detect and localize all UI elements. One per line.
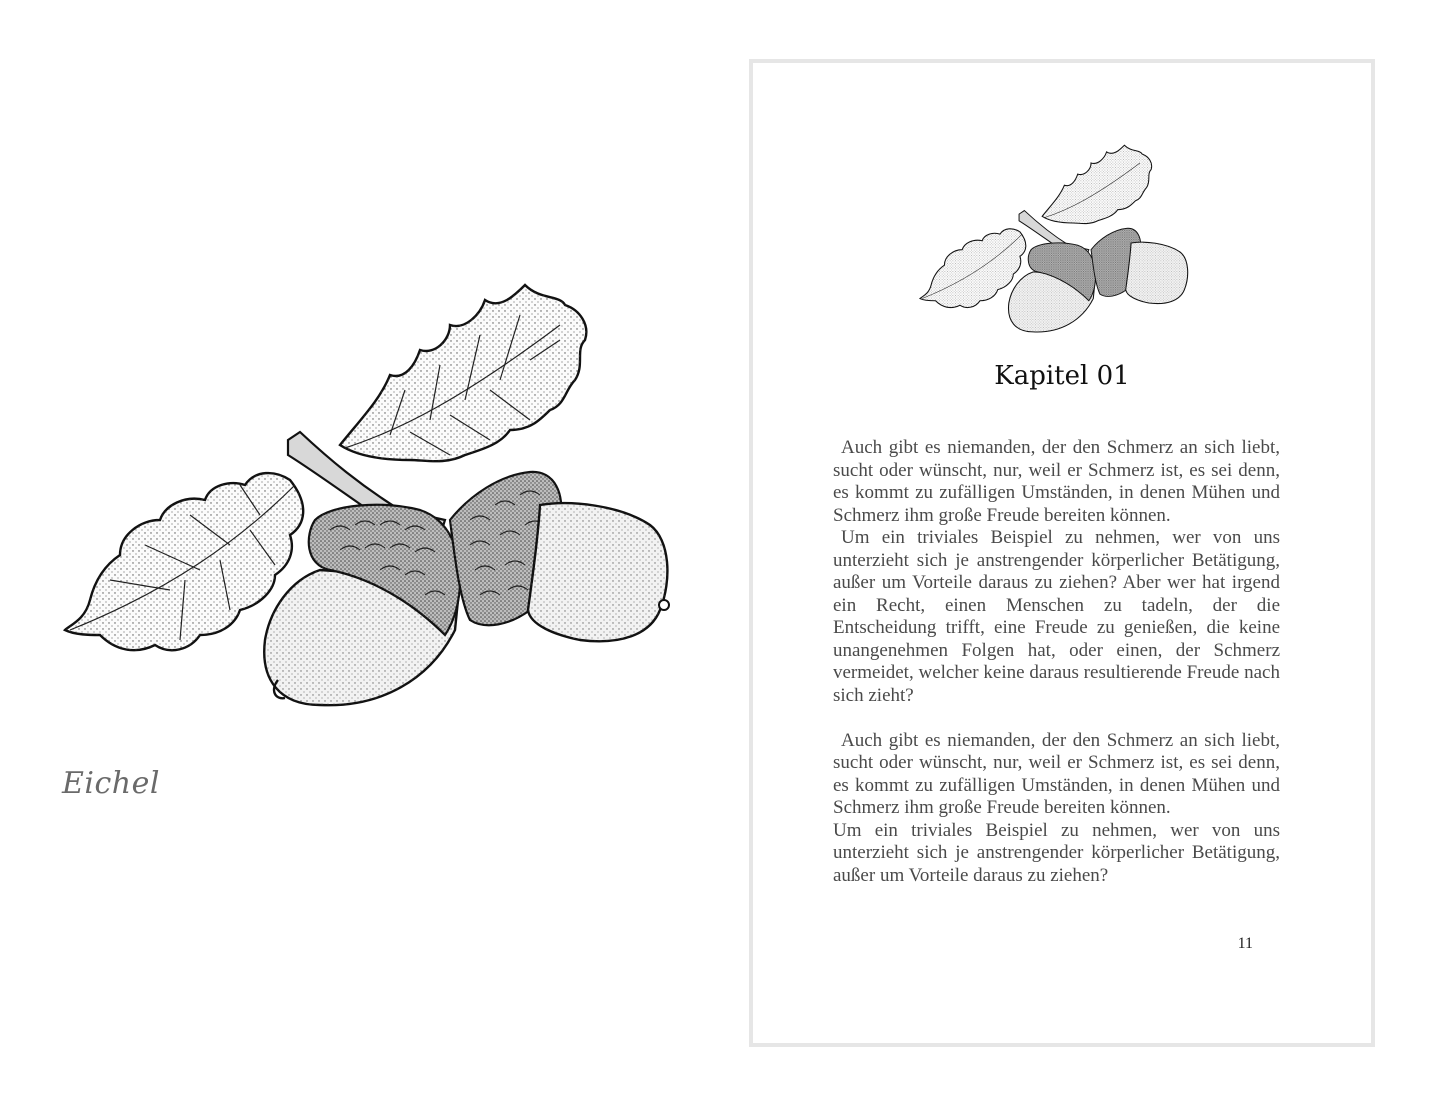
paragraph: Auch gibt es niemanden, der den Schmerz an sich liebt, sucht oder wünscht, nur, weil er Schmerz ist, es sei denn, es kommt zu zufälligen Umständen, in denen Mühen und Schmerz ihm große Freude bereiten können. <box>833 437 1280 526</box>
illustration-caption: Eichel <box>62 766 160 801</box>
acorn-illustration-icon <box>60 280 680 730</box>
paragraph: Um ein triviales Beispiel zu nehmen, wer von uns unterzieht sich je anstrengender körperlicher Betätigung, außer um Vorteile daraus zu ziehen? <box>833 819 1280 886</box>
chapter-body-text <box>833 437 1280 915</box>
page-number: 11 <box>1237 935 1253 952</box>
acorn-small-illustration-icon <box>913 143 1198 343</box>
paragraph: Um ein triviales Beispiel zu nehmen, wer von uns unterzieht sich je anstrengender körperlicher Betätigung, außer um Vorteile daraus zu ziehen? Aber wer hat irgend ein Recht, einen Menschen zu tadeln, der die Entscheidung trifft, eine Freude zu genießen, die keine unangenehmen Folgen hat, oder einen, der Schmerz vermeidet, welcher keine daraus resultierende Freude nach sich zieht? <box>833 527 1280 706</box>
right-page <box>749 59 1375 1047</box>
chapter-title: Kapitel 01 <box>994 361 1130 391</box>
paragraph: Auch gibt es niemanden, der den Schmerz an sich liebt, sucht oder wünscht, nur, weil er Schmerz ist, es sei denn, es kommt zu zufälligen Umständen, in denen Mühen und Schmerz ihm große Freude bereiten können. <box>833 729 1280 818</box>
